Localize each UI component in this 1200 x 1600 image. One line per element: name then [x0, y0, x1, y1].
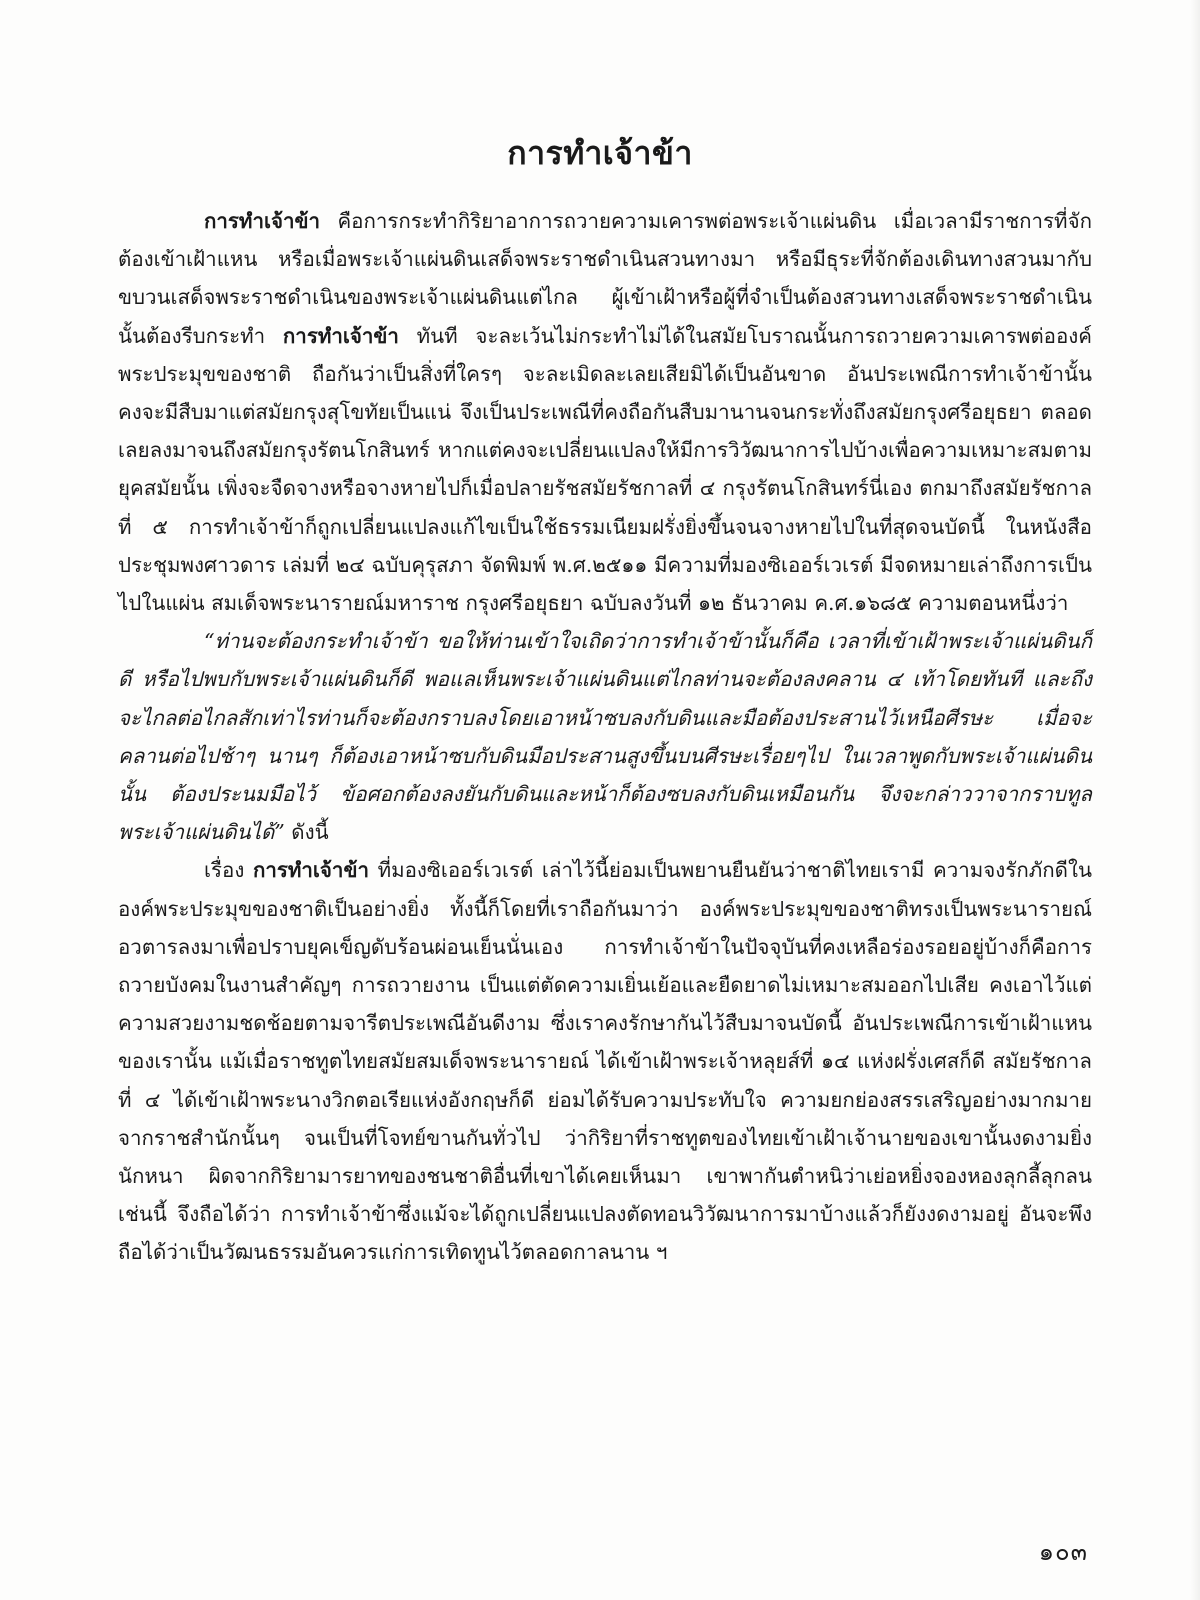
paragraph-conclusion [118, 851, 1092, 1271]
page-title: การทำเจ้าข้า [507, 134, 693, 172]
paragraph-intro [118, 202, 1092, 622]
paragraph-text: ที่มองซิเออร์เวเรต์ เล่าไว้นี้ย่อมเป็นพยานยืนยันว่าชาติไทยเรามี ความจงรักภักดีในองค์พระประมุขของชาติเป็นอย่างยิ่ง ทั้งนี้ก็โดยที่เราถือกันมาว่า องค์พระประมุขของชาติทรงเป็นพระนารายณ์อวตารลงมาเพื่อปราบยุคเข็ญดับร้อนผ่อนเย็นนั่นเอง การทำเจ้าข้าในปัจจุบันที่คงเหลือร่องรอยอยู่บ้างก็คือการถวายบังคมในงานสำคัญๆ การถวายงาน เป็นแต่ตัดความเยิ่นเย้อและยืดยาดไม่เหมาะสมออกไปเสีย คงเอาไว้แต่ความสวยงามชดช้อยตามจารีตประเพณีอันดีงาม ซึ่งเราคงรักษากันไว้สืบมาจนบัดนี้ อันประเพณีการเข้าเฝ้าแหนของเรานั้น แม้เมื่อราชทูตไทยสมัยสมเด็จพระนารายณ์ ได้เข้าเฝ้าพระเจ้าหลุยส์ที่ ๑๔ แห่งฝรั่งเศสก็ดี สมัยรัชกาลที่ ๔ ได้เข้าเฝ้าพระนางวิกตอเรียแห่งอังกฤษก็ดี ย่อมได้รับความประทับใจ ความยกย่องสรรเสริญอย่างมากมายจากราชสำนักนั้นๆ จนเป็นที่โจทย์ขานกันทั่วไป ว่ากิริยาที่ราชทูตของไทยเข้าเฝ้าเจ้านายของเขานั้นงดงามยิ่งนักหนา ผิดจากกิริยามารยาทของชนชาติอื่นที่เขาได้เคยเห็นมา เขาพากันตำหนิว่าเย่อหยิ่งจองหองลุกลี้ลุกลน เช่นนี้ จึงถือได้ว่า การทำเจ้าข้าซึ่งแม้จะได้ถูกเปลี่ยนแปลงตัดทอนวิวัฒนาการมาบ้างแล้วก็ยังงดงามอยู่ อันจะพึงถือได้ว่าเป็นวัฒนธรรมอันควรแก่การเทิดทูนไว้ตลอดกาลนาน ฯ [118, 858, 1093, 1265]
quotation-text: “ท่านจะต้องกระทำเจ้าข้า ขอให้ท่านเข้าใจเถิดว่าการทำเจ้าข้านั้นก็คือ เวลาที่เข้าเฝ้าพระเจ้าแผ่นดินก็ดี หรือไปพบกับพระเจ้าแผ่นดินก็ดี พอแลเห็นพระเจ้าแผ่นดินแต่ไกลท่านจะต้องลงคลาน ๔ เท้าโดยทันที และถึงจะไกลต่อไกลสักเท่าไรท่านก็จะต้องกราบลงโดยเอาหน้าซบลงกับดินและมือต้องประสานไว้เหนือศีรษะ เมื่อจะคลานต่อไปช้าๆ นานๆ ก็ต้องเอาหน้าซบกับดินมือประสานสูงขึ้นบนศีรษะเรื่อยๆไป ในเวลาพูดกับพระเจ้าแผ่นดินนั้น ต้องประนมมือไว้ ข้อศอกต้องลงยันกับดินและหน้าก็ต้องซบลงกับดินเหมือนกัน จึงจะกล่าววาจากราบทูลพระเจ้าแผ่นดินได้” [118, 629, 1092, 845]
quotation-tail: ดังนี้ [284, 820, 329, 845]
body-text [118, 202, 1092, 1272]
bold-term: การทำเจ้าข้า [252, 858, 369, 883]
bold-term: การทำเจ้าข้า [204, 209, 321, 233]
scan-edge-shadow [1190, 0, 1200, 1600]
paragraph-text: คือการกระทำกิริยาอาการถวายความเคารพต่อพระเจ้าแผ่นดิน เมื่อเวลามีราชการที่จักต้องเข้าเฝ้าแหน หรือเมื่อพระเจ้าแผ่นดินเสด็จพระราชดำเนินสวนทางมา หรือมีธุระที่จักต้องเดินทางสวนมากับขบวนเสด็จพระราชดำเนินของพระเจ้าแผ่นดินแต่ไกล ผู้เข้าเฝ้าหรือผู้ที่จำเป็นต้องสวนทางเสด็จพระราชดำเนินนั้นต้องรีบกระทำ [118, 209, 1092, 348]
page-number: ๑๐๓ [1038, 1538, 1088, 1566]
paragraph-lead: เรื่อง [204, 858, 253, 883]
quotation-paragraph [118, 622, 1092, 851]
paragraph-text: ทันที จะละเว้นไม่กระทำไม่ได้ในสมัยโบราณนั้นการถวายความเคารพต่อองค์พระประมุขของชาติ ถือกันว่าเป็นสิ่งที่ใครๆ จะละเมิดละเลยเสียมิได้เป็นอันขาด อันประเพณีการทำเจ้าข้านั้นคงจะมีสืบมาแต่สมัยกรุงสุโขทัยเป็นแน่ จึงเป็นประเพณีที่คงถือกันสืบมานานจนกระทั่งถึงสมัยกรุงศรีอยุธยา ตลอดเลยลงมาจนถึงสมัยกรุงรัตนโกสินทร์ หากแต่คงจะเปลี่ยนแปลงให้มีการวิวัฒนาการไปบ้างเพื่อความเหมาะสมตามยุคสมัยนั้น เพิ่งจะจืดจางหรือจางหายไปก็เมื่อปลายรัชสมัยรัชกาลที่ ๔ กรุงรัตนโกสินทร์นี่เอง ตกมาถึงสมัยรัชกาลที่ ๕ การทำเจ้าข้าก็ถูกเปลี่ยนแปลงแก้ไขเป็นใช้ธรรมเนียมฝรั่งยิ่งขึ้นจนจางหายไปในที่สุดจนบัดนี้ ในหนังสือประชุมพงศาวดาร เล่มที่ ๒๔ ฉบับคุรุสภา จัดพิมพ์ พ.ศ.๒๕๑๑ มีความที่มองซิเออร์เวเรต์ มีจดหมายเล่าถึงการเป็นไปในแผ่น สมเด็จพระนารายณ์มหาราช กรุงศรีอยุธยา ฉบับลงวันที่ ๑๒ ธันวาคม ค.ศ.๑๖๘๕ ความตอนหนึ่งว่า [118, 323, 1092, 616]
bold-term: การทำเจ้าข้า [282, 323, 399, 348]
